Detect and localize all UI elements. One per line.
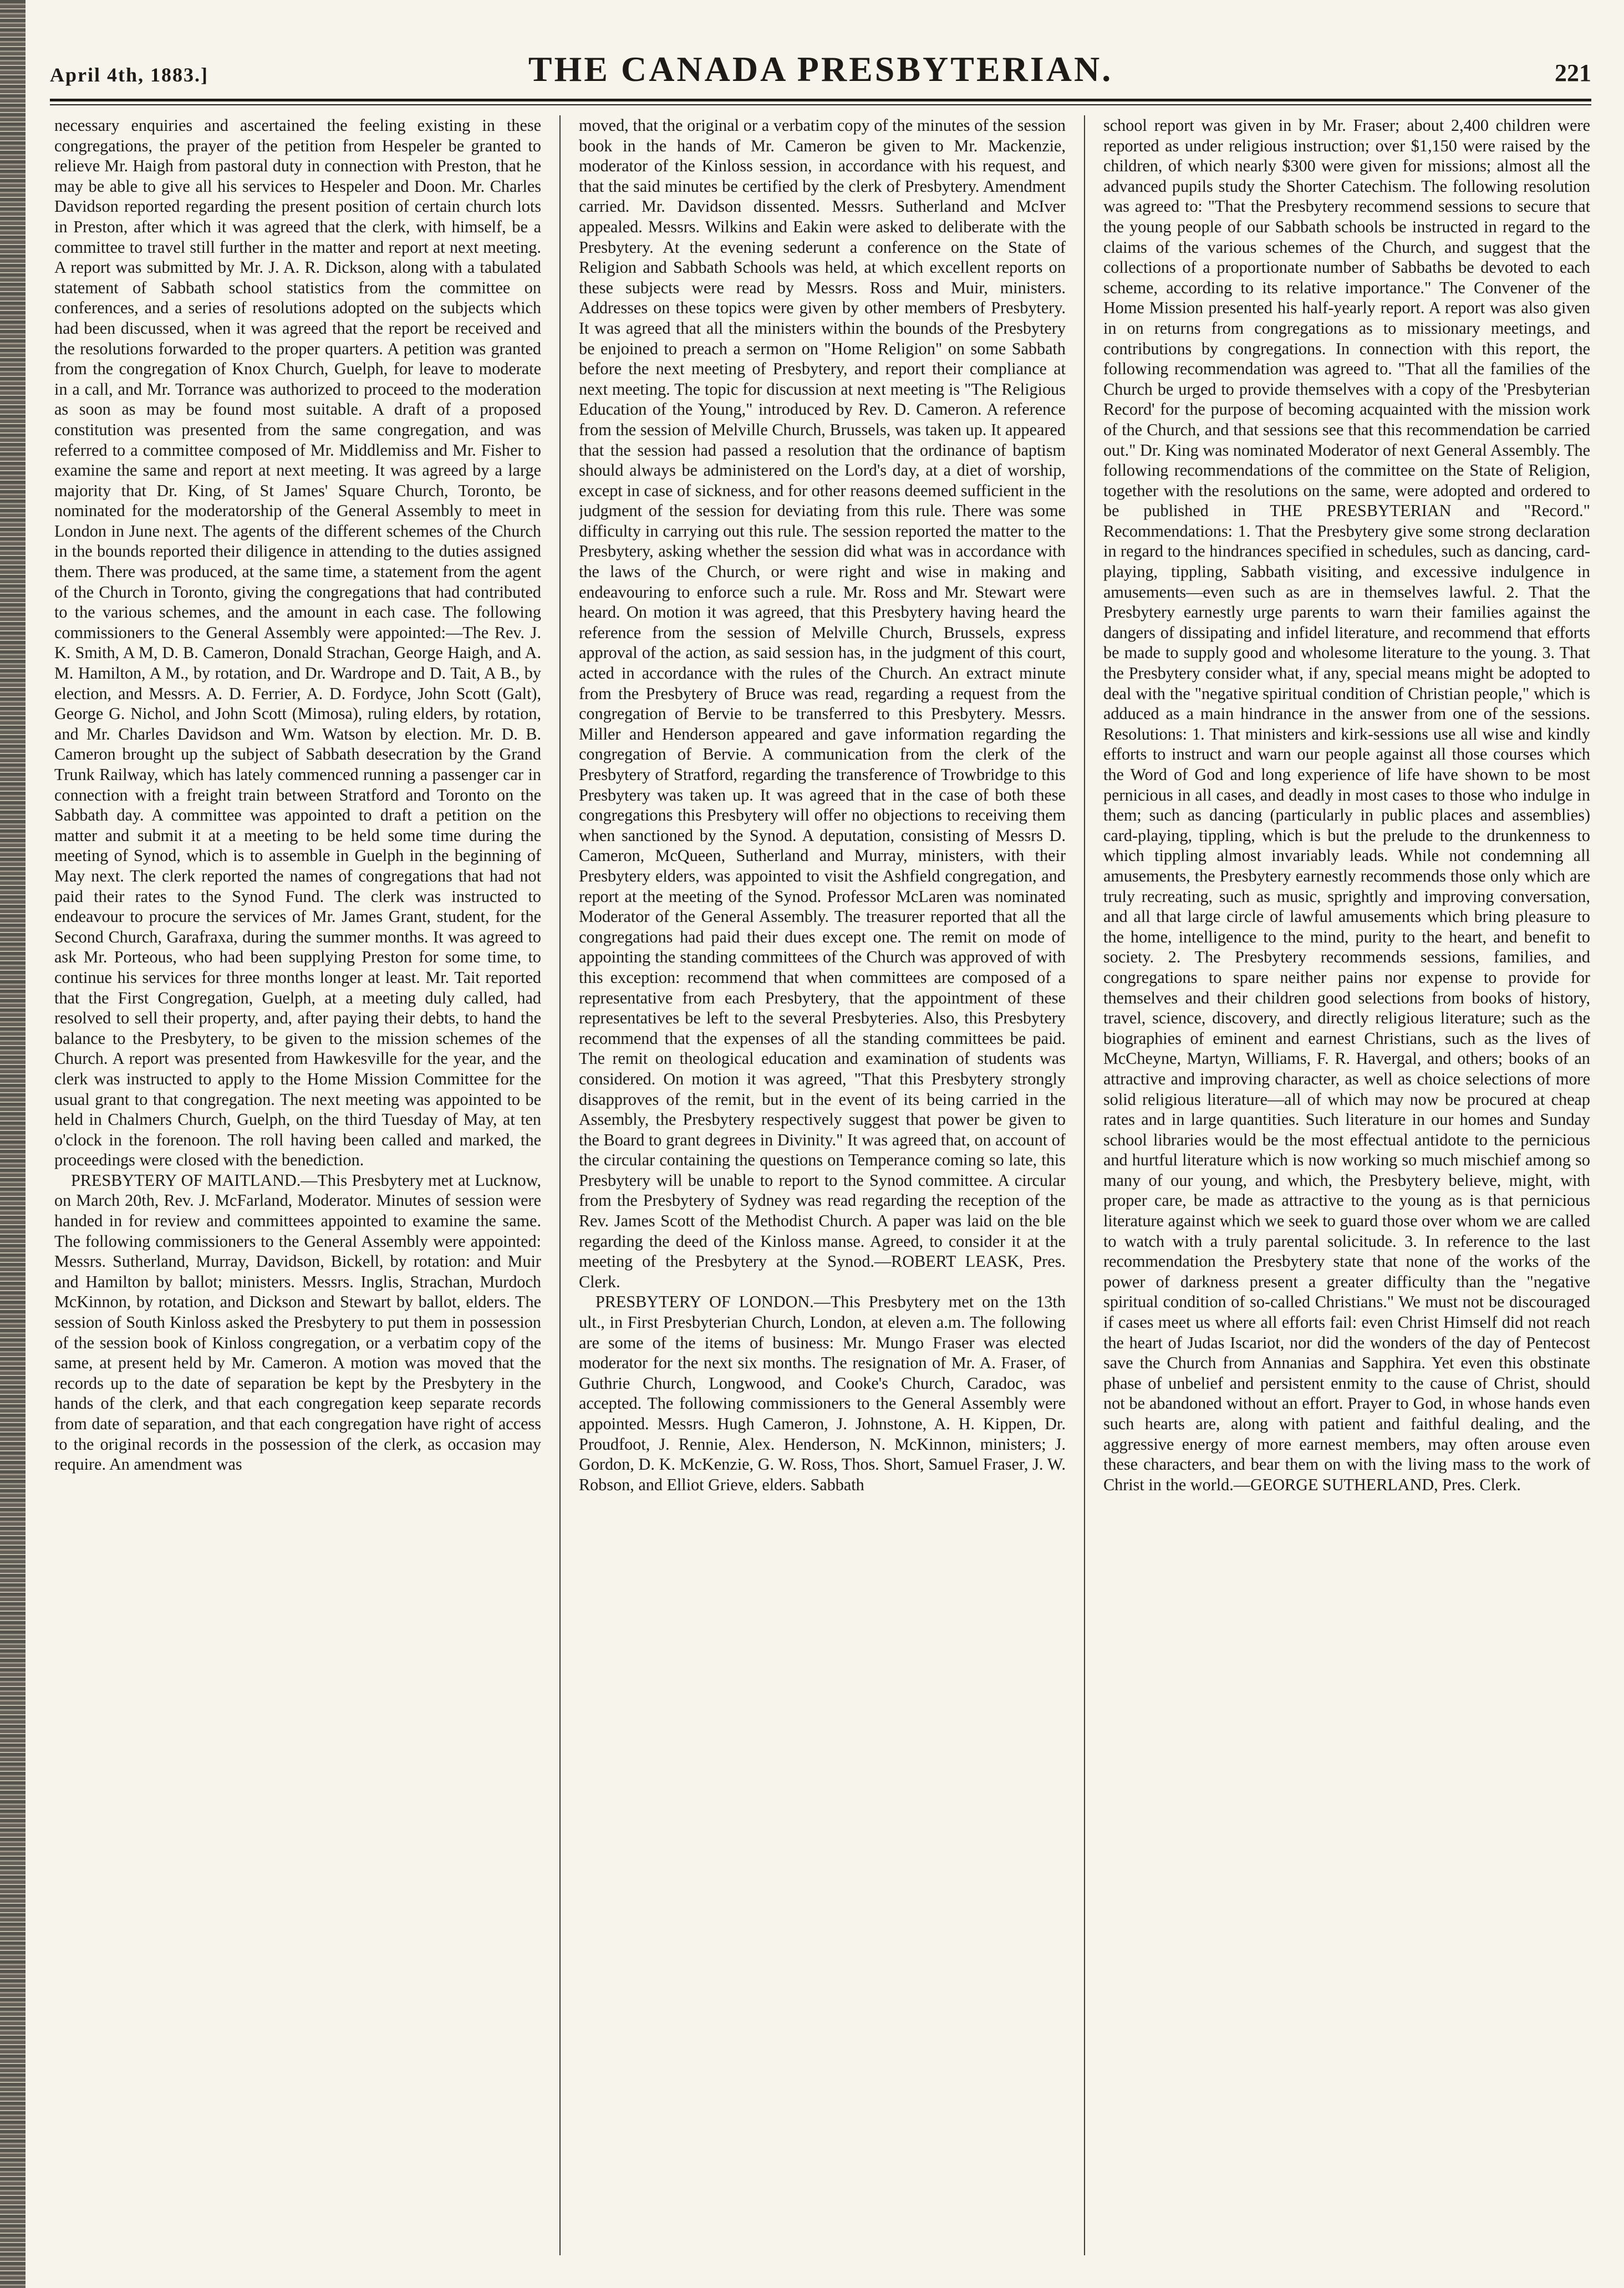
paragraph: moved, that the original or a verbatim copy of the minutes of the session book in the hands of Mr. Cameron be given to Mr. Mackenzie, moderator of the Kinloss session, in accordance with his request, and that the said minutes be certified by the clerk of Presbytery. Amendment carried. Mr. Davidson dissented. Messrs. Sutherland and McIver appealed. Messrs. Wilkins and Eakin were asked to deliberate with the Presbytery. At the evening sederunt a conference on the State of Religion and Sabbath Schools was held, at which excellent reports on these subjects were read by Messrs. Ross and Muir, ministers. Addresses on these topics were given by other members of Presbytery. It was agreed that all the ministers within the bounds of the Presbytery be enjoined to preach a sermon on "Home Religion" on some Sabbath before the next meeting of Presbytery, and report their compliance at next meeting. The topic for discussion at next meeting is "The Religious Education of the Young," introduced by Rev. D. Cameron. A reference from the session of Melville Church, Brussels, was taken up. It appeared that the session had passed a resolution that the ordinance of baptism should always be administered on the Lord's day, at a diet of worship, except in case of sickness, and for other reasons deemed sufficient in the judgment of the session for deviating from this rule. There was some difficulty in carrying out this rule. The session reported the matter to the Presbytery, asking whether the session did what was in accordance with the laws of the Church, or were right and wise in making and endeavouring to enforce such a rule. Mr. Ross and Mr. Stewart were heard. On motion it was agreed, that this Presbytery having heard the reference from the session of Melville Church, Brussels, express approval of the action, as said session has, in the judgment of this court, acted in accordance with the rules of the Church. An extract minute from the Presbytery of Bruce was read, regarding a request from the congregation of Bervie to be transferred to this Presbytery. Messrs. Miller and Henderson appeared and gave information regarding the congregation of Bervie. A communication from the clerk of the Presbytery of Stratford, regarding the transference of Trowbridge to this Presbytery was taken up. It was agreed that in the case of both these congregations this Presbytery will offer no objections to receiving them when sanctioned by the Synod. A deputation, consisting of Messrs D. Cameron, McQueen, Sutherland and Murray, ministers, with their Presbytery elders, was appointed to visit the Ashfield congregation, and report at the meeting of the Synod. Professor McLaren was nominated Moderator of the General Assembly. The treasurer reported that all the congregations had paid their dues except one. The remit on mode of appointing the standing committees of the Church was approved of with this exception: recommend that when committees are composed of a representative from each Presbytery, that the appointment of these representatives be left to the several Presbyteries. Also, this Presbytery recommend that the expenses of all the standing committees be paid. The remit on theological education and examination of students was considered. On motion it was agreed, "That this Presbytery strongly disapproves of the remit, but in the event of its being carried in the Assembly, the Presbytery respectively suggest that power be given to the Board to grant degrees in Divinity." It was agreed that, on account of the circular containing the questions on Temperance coming so late, this Presbytery will be unable to report to the Synod committee. A circular from the Presbytery of Sydney was read regarding the reception of the Rev. James Scott of the Methodist Church. A paper was laid on the ble regarding the deed of the Kinloss manse. Agreed, to consider it at the meeting of the Presbytery at the Synod.—ROBERT LEASK, Pres. Clerk. — [579, 116, 1066, 1291]
page-edge-shadow — [0, 0, 26, 2288]
issue-date: April 4th, 1883.] — [50, 64, 208, 86]
column-2 — [579, 115, 1066, 2255]
paragraph: necessary enquiries and ascertained the feeling existing in these congregations, the prayer of the petition from Hespeler be granted to relieve Mr. Haigh from pastoral duty in connection with Preston, that he may be able to give all his services to Hespeler and Doon. Mr. Charles Davidson reported regarding the present position of certain church lots in Preston, after which it was agreed that the clerk, with himself, be a committee to travel still further in the matter and report at next meeting. A report was submitted by Mr. J. A. R. Dickson, along with a tabulated statement of Sabbath school statistics from the committee on conferences, and a series of resolutions adopted on the subjects which had been discussed, when it was agreed that the report be received and the resolutions forwarded to the proper quarters. A petition was granted from the congregation of Knox Church, Guelph, for leave to moderate in a call, and Mr. Torrance was authorized to proceed to the moderation as soon as may be found most suitable. A draft of a proposed constitution was presented from the same congregation, and was referred to a committee composed of Mr. Middlemiss and Mr. Fisher to examine the same and report at next meeting. It was agreed by a large majority that Dr. King, of St James' Square Church, Toronto, be nominated for the moderatorship of the General Assembly to meet in London in June next. The agents of the different schemes of the Church in the bounds reported their diligence in attending to the duties assigned them. There was produced, at the same time, a statement from the agent of the Church in Toronto, giving the congregations that had contributed to the various schemes, and the amount in each case. The following commissioners to the General Assembly were appointed:—The Rev. J. K. Smith, A M, D. B. Cameron, Donald Strachan, George Haigh, and A. M. Hamilton, A M., by rotation, and Dr. Wardrope and D. Tait, A B., by election, and Messrs. A. D. Ferrier, A. D. Fordyce, John Scott (Galt), George G. Nichol, and John Scott (Mimosa), ruling elders, by rotation, and Mr. Charles Davidson and Wm. Watson by election. Mr. D. B. Cameron brought up the subject of Sabbath desecration by the Grand Trunk Railway, which has lately commenced running a passenger car in connection with a freight train between Stratford and Toronto on the Sabbath day. A committee was appointed to draft a petition on the matter and submit it at a meeting to be held some time during the meeting of Synod, which is to assemble in Guelph in the beginning of May next. The clerk reported the names of congregations that had not paid their rates to the Synod Fund. The clerk was instructed to endeavour to procure the services of Mr. James Grant, student, for the Second Church, Garafraxa, during the summer months. It was agreed to ask Mr. Porteous, who had been supplying Preston for some time, to continue his services for three months longer at least. Mr. Tait reported that the First Congregation, Guelph, at a meeting duly called, had resolved to sell their property, and, after paying their debts, to hand the balance to the Presbytery, to be given to the mission schemes of the Church. A report was presented from Hawkesville for the year, and the clerk was instructed to apply to the Home Mission Committee for the usual grant to that congregation. The next meeting was appointed to be held in Chalmers Church, Guelph, on the third Tuesday of May, at ten o'clock in the forenoon. The roll having been called and marked, the proceedings were closed with the benediction. — [54, 116, 541, 1170]
column-divider — [1084, 115, 1085, 2255]
article-columns — [54, 115, 1590, 2255]
masthead-rule-thick — [50, 99, 1591, 101]
newspaper-title: THE CANADA PRESBYTERIAN. — [528, 49, 1113, 89]
page-number: 221 — [1555, 59, 1591, 86]
masthead-rule-thin — [50, 104, 1591, 105]
column-divider — [559, 115, 561, 2255]
column-1 — [54, 115, 541, 2255]
paragraph: school report was given in by Mr. Fraser; about 2,400 children were reported as under religious instruction; over $1,150 were raised by the children, of which nearly $300 were given for missions; almost all the advanced pupils study the Shorter Catechism. The following resolution was agreed to: "That the Presbytery recommend sessions to secure that the young people of our Sabbath schools be instructed in regard to the claims of the various schemes of the Church, and suggest that the collections of a proportionate number of Sabbaths be devoted to each scheme, according to its relative importance." The Convener of the Home Mission presented his half-yearly report. A report was also given in on returns from congregations as to missionary meetings, and contributions by congregations. In connection with this report, the following recommendation was agreed to. "That all the families of the Church be urged to provide themselves with a copy of the 'Presbyterian Record' for the purpose of becoming acquainted with the mission work of the Church, and that sessions see that this recommendation be carried out." Dr. King was nominated Moderator of next General Assembly. The following recommendations of the committee on the State of Religion, together with the resolutions on the same, were adopted and ordered to be published in THE PRESBYTERIAN and "Record." Recommendations: 1. That the Presbytery give some strong declaration in regard to the hindrances specified in schedules, such as dancing, card-playing, tippling, Sabbath visiting, and excessive indulgence in amusements—even such as are in themselves lawful. 2. That the Presbytery earnestly urge parents to warn their families against the dangers of dissipating and infidel literature, and recommend that efforts be made to supply good and wholesome literature to the young. 3. That the Presbytery consider what, if any, special means might be adopted to deal with the "negative spiritual condition of Christian people," which is adduced as a main hindrance in the answer from one of the sessions. Resolutions: 1. That ministers and kirk-sessions use all wise and kindly efforts to instruct and warn our people against all those courses which the Word of God and long experience of life have shown to be most pernicious in all cases, and deadly in most cases to those who indulge in them; such as dancing (particularly in public places and assemblies) card-playing, tippling, which is but the prelude to the drunkenness to which tippling almost invariably leads. While not condemning all amusements, the Presbytery earnestly recommends those only which are truly recreating, such as music, sprightly and improving conversation, and all that large circle of lawful amusements which bring pleasure to the home, intelligence to the mind, purity to the heart, and benefit to society. 2. The Presbytery recommends sessions, families, and congregations to spare neither pains nor expense to provide for themselves and their children good selections from books of history, travel, science, discovery, and directly religious literature; such as the biographies of eminent and earnest Christians, such as the lives of McCheyne, Martyn, Williams, F. R. Havergal, and others; books of an attractive and improving character, as well as choice selections of more solid religious literature—all of which may now be procured at cheap rates and in large quantities. Such literature in our homes and Sunday school libraries would be the most effectual antidote to the pernicious and hurtful literature which is now working so much mischief among so many of our young, and which, the Presbytery believe, might, with proper care, be made as attractive to the young as is that pernicious literature against which we seek to guard those over whom we are called to watch with a truly parental solicitude. 3. In reference to the last recommendation the Presbytery state that none of the works of the power of darkness present a greater difficulty than the "negative spiritual condition of so-called Christians." We must not be discouraged if cases meet us where all efforts fail: even Christ Himself did not reach the heart of Judas Iscariot, nor did the wonders of the day of Pentecost save the Church from Annanias and Sapphira. Yet even this obstinate phase of unbelief and persistent enmity to the cause of Christ, should not be abandoned without an effort. Prayer to God, in whose hands even such hearts are, along with patient and faithful dealing, and the aggressive energy of more earnest members, may often arouse even these characters, and bear them on with the living mass to the work of Christ in the world.—GEORGE SUTHERLAND, Pres. Clerk. — [1103, 116, 1590, 1494]
paragraph: PRESBYTERY OF MAITLAND.—This Presbytery met at Lucknow, on March 20th, Rev. J. McFarland, Moderator. Minutes of session were handed in for review and committees appointed to examine the same. The following commissioners to the General Assembly were appointed: Messrs. Sutherland, Murray, Davidson, Bickell, by rotation: and Muir and Hamilton by ballot; ministers. Messrs. Inglis, Strachan, Murdoch McKinnon, by rotation, and Dickson and Stewart by ballot, elders. The session of South Kinloss asked the Presbytery to put them in possession of the session book of Kinloss congregation, or a verbatim copy of the same, at present held by Mr. Cameron. A motion was moved that the records up to the date of separation be kept by the Presbytery in the hands of the clerk, and that each congregation keep separate records from date of separation, and that each congregation have right of access to the original records in the possession of the clerk, as occasion may require. An amendment was — [54, 1170, 541, 1474]
masthead — [50, 49, 1591, 93]
column-3 — [1103, 115, 1590, 2255]
paragraph: PRESBYTERY OF LONDON.—This Presbytery met on the 13th ult., in First Presbyterian Church, London, at eleven a.m. The following are some of the items of business: Mr. Mungo Fraser was elected moderator for the next six months. The resignation of Mr. A. Fraser, of Guthrie Church, Longwood, and Cooke's Church, Caradoc, was accepted. The following commissioners to the General Assembly were appointed. Messrs. Hugh Cameron, J. Johnstone, A. H. Kippen, Dr. Proudfoot, J. Rennie, Alex. Henderson, N. McKinnon, ministers; J. Gordon, D. K. McKenzie, G. W. Ross, Thos. Short, Samuel Fraser, J. W. Robson, and Elliot Grieve, elders. Sabbath — [579, 1292, 1066, 1494]
